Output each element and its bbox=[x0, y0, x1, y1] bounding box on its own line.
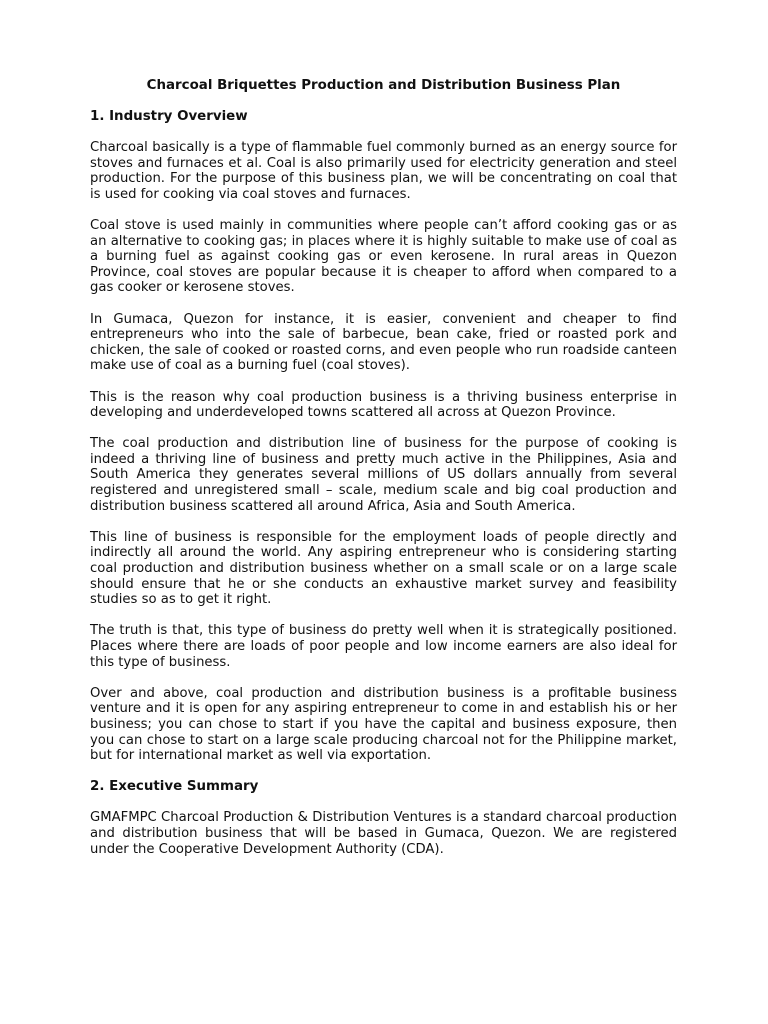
paragraph: Coal stove is used mainly in communities where people can’t afford cooking gas or as an alternative to cooking gas; in places where it is highly suitable to make use of coal as a burning fuel as against cooking gas or even kerosene. In rural areas in Quezon Province, coal stoves are popular because it is cheaper to afford when compared to a gas cooker or kerosene stoves. bbox=[90, 217, 677, 296]
paragraph: GMAFMPC Charcoal Production & Distribution Ventures is a standard charcoal production and distribution business that will be based in Gumaca, Quezon. We are registered under the Cooperative Development Authority (CDA). bbox=[90, 810, 677, 857]
paragraph: Charcoal basically is a type of flammable fuel commonly burned as an energy source for stoves and furnaces et al. Coal is also primarily used for electricity generation and steel production. For the purpose of this business plan, we will be concentrating on coal that is used for cooking via coal stoves and furnaces. bbox=[90, 140, 677, 202]
section-heading: 2. Executive Summary bbox=[90, 779, 259, 795]
paragraph: The truth is that, this type of business do pretty well when it is strategically positioned. Places where there are loads of poor people and low income earners are also ideal for this type of business. bbox=[90, 623, 677, 670]
paragraph: This line of business is responsible for the employment loads of people directly and indirectly all around the world. Any aspiring entrepreneur who is considering starting coal production and distribution business whether on a small scale or on a large scale should ensure that he or she conducts an exhaustive market survey and feasibility studies so as to get it right. bbox=[90, 529, 677, 608]
document-title: Charcoal Briquettes Production and Distribution Business Plan bbox=[146, 78, 621, 93]
section-heading: 1. Industry Overview bbox=[90, 109, 248, 124]
paragraph: In Gumaca, Quezon for instance, it is easier, convenient and cheaper to find entrepreneurs who into the sale of barbecue, bean cake, fried or roasted pork and chicken, the sale of cooked or roasted corns, and even people who run roadside canteen make use of coal as a burning fuel (coal stoves). bbox=[90, 311, 677, 374]
paragraph: This is the reason why coal production business is a thriving business enterprise in developing and underdeveloped towns scattered all across at Quezon Province. bbox=[90, 389, 677, 421]
paragraph: The coal production and distribution line of business for the purpose of cooking is indeed a thriving line of business and pretty much active in the Philippines, Asia and South America they generates several millions of US dollars annually from several registered and unregistered small – scale, medium scale and big coal production and distribution business scattered all around Africa, Asia and South America. bbox=[90, 436, 677, 514]
section-executive-summary bbox=[90, 779, 677, 857]
section-industry-overview bbox=[90, 109, 677, 764]
paragraph: Over and above, coal production and distribution business is a profitable business venture and it is open for any aspiring entrepreneur to come in and establish his or her business; you can chose to start if you have the capital and business exposure, then you can chose to start on a large scale producing charcoal not for the Philippine market, but for international market as well via exportation. bbox=[90, 685, 677, 764]
document-page bbox=[90, 78, 677, 873]
